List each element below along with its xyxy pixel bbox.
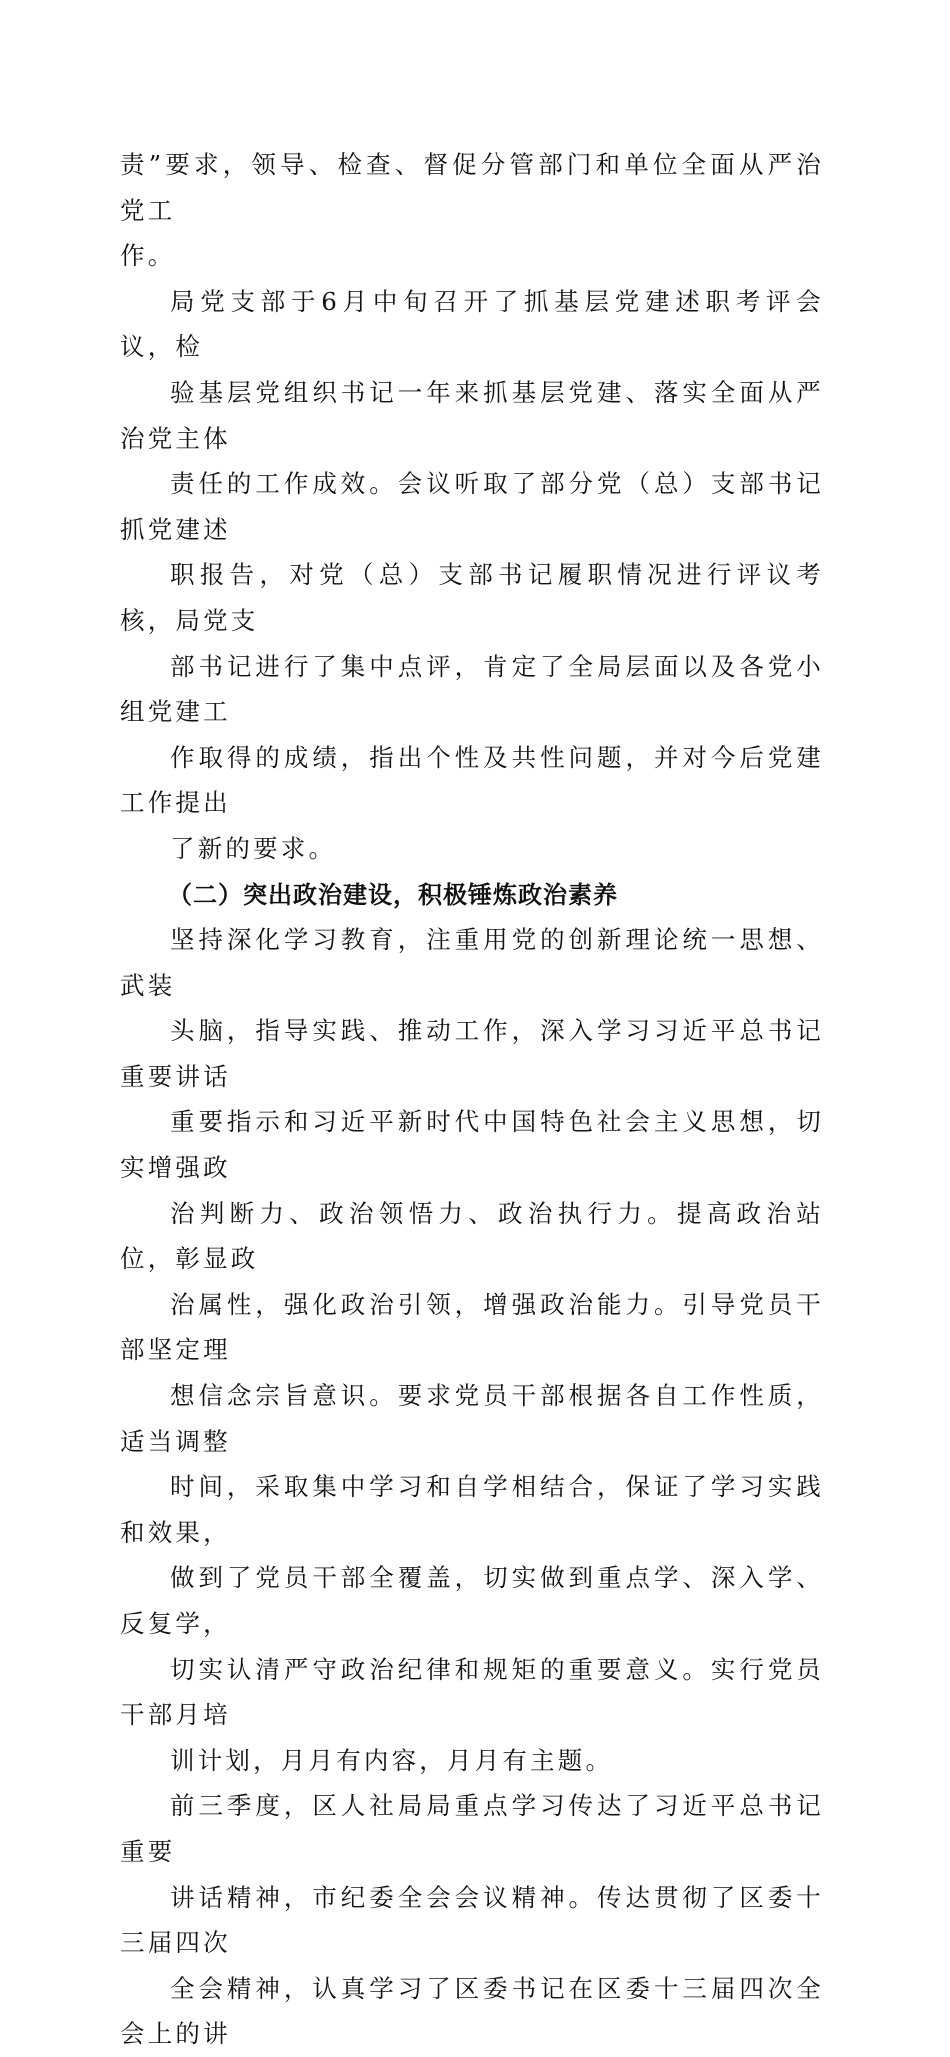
paragraph-continuation [120,142,824,279]
text-line: 训计划，月月有内容，月月有主题。 [170,1745,614,1775]
text-line: 讲话精神，市纪委全会会议精神。传达贯彻了区委十三届四次 [120,1882,824,1958]
text-line: 做到了党员干部全覆盖，切实做到重点学、深入学、反复学， [120,1563,824,1638]
paragraph-party-branch-review [120,279,824,872]
text-line: 职报告，对党（总）支部书记履职情况进行评议考核，局党支 [120,560,824,635]
text-line: 治属性，强化政治引领，增强政治能力。引导党员干部坚定理 [120,1289,824,1365]
text-line: 局党支部于6月中旬召开了抓基层党建述职考评会议，检 [120,286,824,362]
text-line: 作取得的成绩，指出个性及共性问题，并对今后党建工作提出 [120,742,824,818]
paragraph-political-study [120,917,824,1783]
text-line: 全会精神，认真学习了区委书记在区委十三届四次全会上的讲 [120,1973,824,2049]
document-body [120,142,824,2057]
text-line: 责”要求，领导、检查、督促分管部门和单位全面从严治党工 [120,150,824,225]
text-line: 坚持深化学习教育，注重用党的创新理论统一思想、武装 [120,925,824,1000]
text-line: 了新的要求。 [170,833,337,863]
text-line: 治判断力、政治领悟力、政治执行力。提高政治站位，彰显政 [120,1198,824,1274]
text-line: 验基层党组织书记一年来抓基层党建、落实全面从严治党主体 [120,377,824,453]
text-line: 责任的工作成效。会议听取了部分党（总）支部书记抓党建述 [120,469,824,544]
text-line: 头脑，指导实践、推动工作，深入学习习近平总书记重要讲话 [120,1016,824,1091]
text-line: 时间，采取集中学习和自学相结合，保证了学习实践和效果， [120,1472,824,1547]
section-heading [120,872,824,918]
text-line: 作。 [120,241,176,271]
paragraph-quarterly-study [120,1783,824,2057]
text-line: 切实认清严守政治纪律和规矩的重要意义。实行党员干部月培 [120,1654,824,1730]
text-line: 前三季度，区人社局局重点学习传达了习近平总书记重要 [120,1791,824,1866]
heading-text: （二）突出政治建设，积极锤炼政治素养 [168,879,618,909]
text-line: 想信念宗旨意识。要求党员干部根据各自工作性质，适当调整 [120,1381,824,1456]
text-line: 重要指示和习近平新时代中国特色社会主义思想，切实增强政 [120,1107,824,1183]
text-line: 部书记进行了集中点评，肯定了全局层面以及各党小组党建工 [120,651,824,727]
